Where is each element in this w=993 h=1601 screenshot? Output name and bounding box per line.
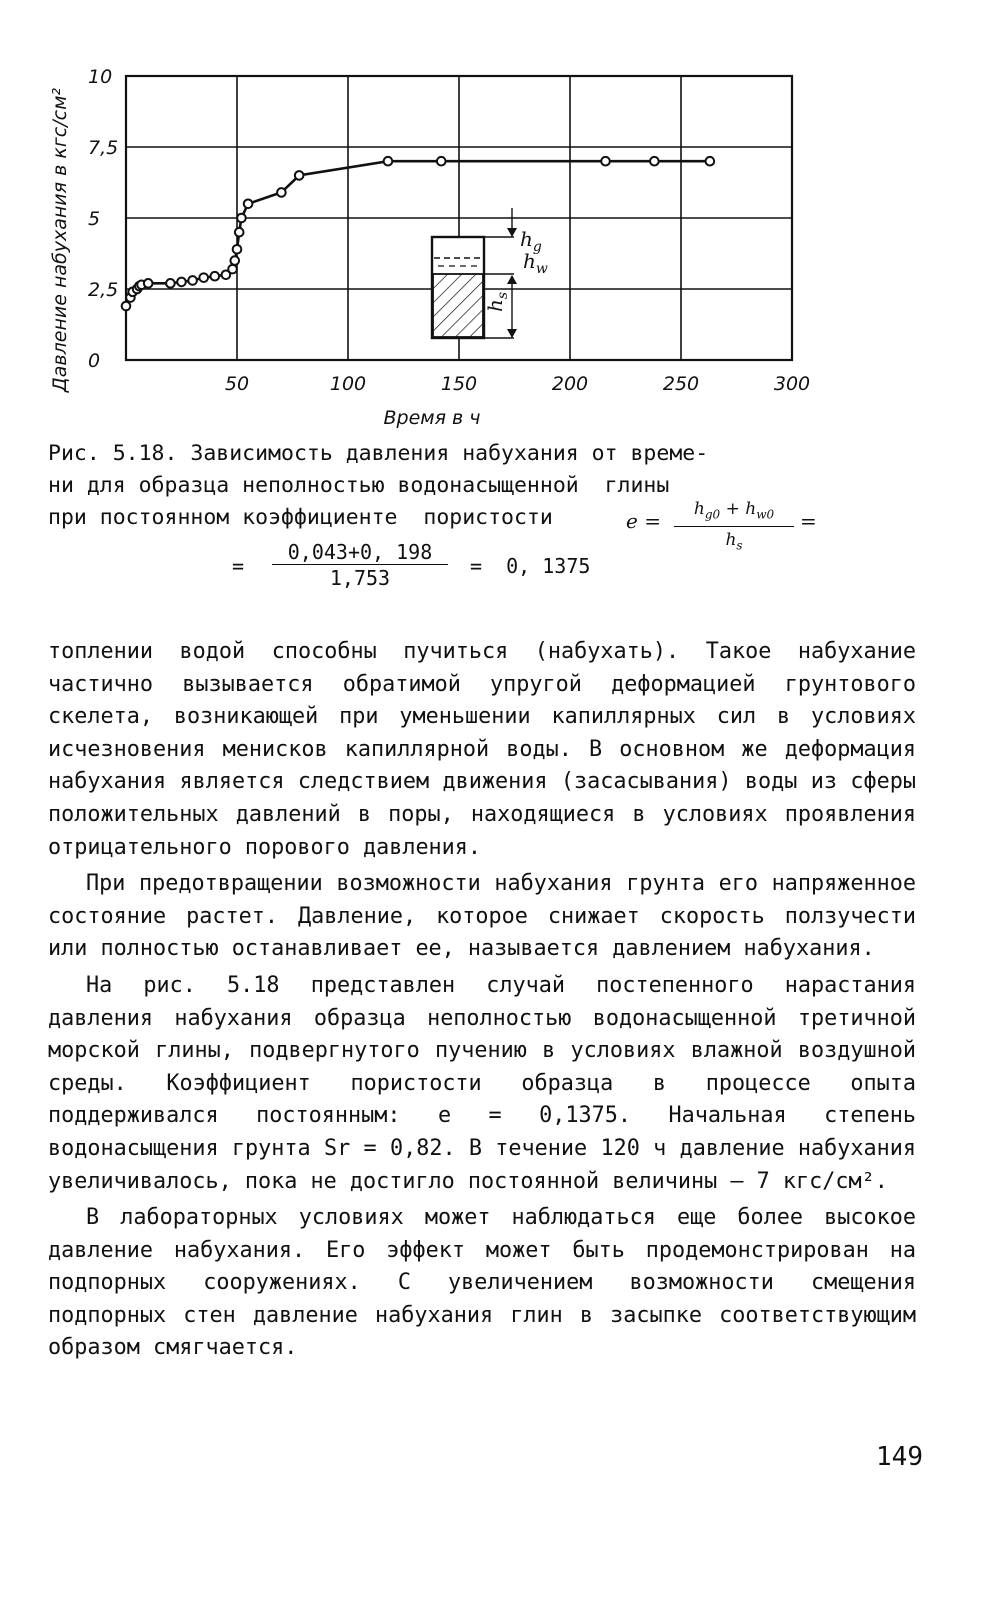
formula-numerator: $h_{g0} + h_{w0}$ — [674, 497, 794, 527]
page-number: 149 — [876, 1442, 923, 1472]
y-tick-label: 2,5 — [88, 279, 119, 301]
paragraph-2: При предотвращении возможности набухания грунта его напряженное состояние растет. Давление, которое снижает скорость ползучести или полностью останавливает ее, называется давлением набухания. — [48, 871, 916, 962]
y-tick-label: 5 — [88, 208, 101, 230]
data-point — [244, 200, 253, 209]
y-tick-labels — [88, 66, 118, 372]
data-series — [122, 157, 714, 310]
swelling-pressure-chart — [0, 0, 993, 440]
x-tick-label: 200 — [551, 373, 589, 395]
data-point — [295, 171, 304, 180]
data-point — [650, 157, 659, 166]
data-point — [384, 157, 393, 166]
data-point — [233, 245, 242, 254]
formula-e-equals: e = — [626, 509, 661, 533]
inset-label-hg: $h_g$ — [520, 227, 542, 255]
soil-skeleton-hatched — [433, 274, 483, 337]
data-point — [177, 278, 186, 287]
caption-line-1: Рис. 5.18. Зависимость давления набухания от време- — [48, 441, 709, 466]
x-tick-labels — [225, 373, 810, 395]
data-point — [237, 214, 246, 223]
y-tick-label: 0 — [88, 350, 101, 372]
data-point — [211, 272, 220, 281]
paragraph-3: На рис. 5.18 представлен случай постепенного нарастания давления набухания образца неполностью водонасыщенной третичной морской глины, подвергнутого пучению в условиях влажной воздушной среды. Коэффициент пористости образца в процессе опыта поддерживался постоянным: e = 0,1375. Начальная степень водонасыщения грунта Sr = 0,82. В течение 120 ч давление набухания увеличивалось, пока не достигло постоянной величины – 7 кгс/см². — [48, 972, 916, 1194]
body-text — [48, 636, 916, 1365]
data-point — [144, 279, 153, 288]
y-tick-label: 7,5 — [88, 137, 119, 159]
x-tick-label: 250 — [662, 373, 700, 395]
data-point — [601, 157, 610, 166]
paragraph-1: топлении водой способны пучиться (набухать). Такое набухание частично вызывается обратимой упругой деформацией грунтового скелета, возникающей при уменьшении капиллярных сил в условиях исчезновения менисков капиллярной воды. В основном же деформация набухания является следствием движения (засасывания) воды из сферы положительных давлений в поры, находящиеся в условиях проявления отрицательного порового давления. — [48, 639, 916, 860]
figure-caption — [48, 438, 928, 534]
inset-label-hs: $h_s$ — [483, 291, 511, 312]
x-tick-label: 300 — [773, 373, 811, 395]
data-point — [166, 279, 175, 288]
calc-numerator: 0,043+0, 198 — [272, 540, 448, 565]
y-axis-title: Давление набухания в кгс/см² — [49, 87, 71, 393]
series-line — [126, 161, 710, 306]
paragraph-4: В лабораторных условиях может наблюдаться еще более высокое давление набухания. Его эффект может быть продемонстрирован на подпорных сооружениях. С увеличением возможности смещения подпорных стен давление набухания глин в засыпке соответствующим образом смягчается. — [48, 1205, 916, 1361]
formula-denominator: $h_s$ — [725, 530, 743, 553]
inset-label-hw: $h_w$ — [523, 249, 548, 277]
data-point — [235, 228, 244, 237]
x-tick-label: 150 — [440, 373, 478, 395]
y-tick-label: 10 — [88, 66, 113, 88]
data-point — [277, 188, 286, 197]
data-point — [437, 157, 446, 166]
data-point — [188, 276, 197, 285]
sample-inset-diagram — [432, 208, 548, 338]
x-tick-label: 50 — [224, 373, 250, 395]
data-point — [706, 157, 715, 166]
x-axis-title: Время в ч — [383, 407, 481, 429]
x-tick-label: 100 — [329, 373, 367, 395]
data-point — [199, 273, 208, 282]
caption-line-2: ни для образца неполностью водонасыщенной глины — [48, 473, 670, 498]
formula-equals-tail: = — [800, 509, 817, 533]
data-point — [122, 302, 131, 311]
caption-line-3: при постоянном коэффициенте пористости — [48, 505, 566, 530]
calc-result: = 0, 1375 — [470, 554, 591, 578]
calc-equals: = — [232, 554, 245, 578]
data-point — [230, 256, 239, 265]
calc-denominator: 1,753 — [329, 566, 391, 590]
data-point — [228, 265, 237, 274]
